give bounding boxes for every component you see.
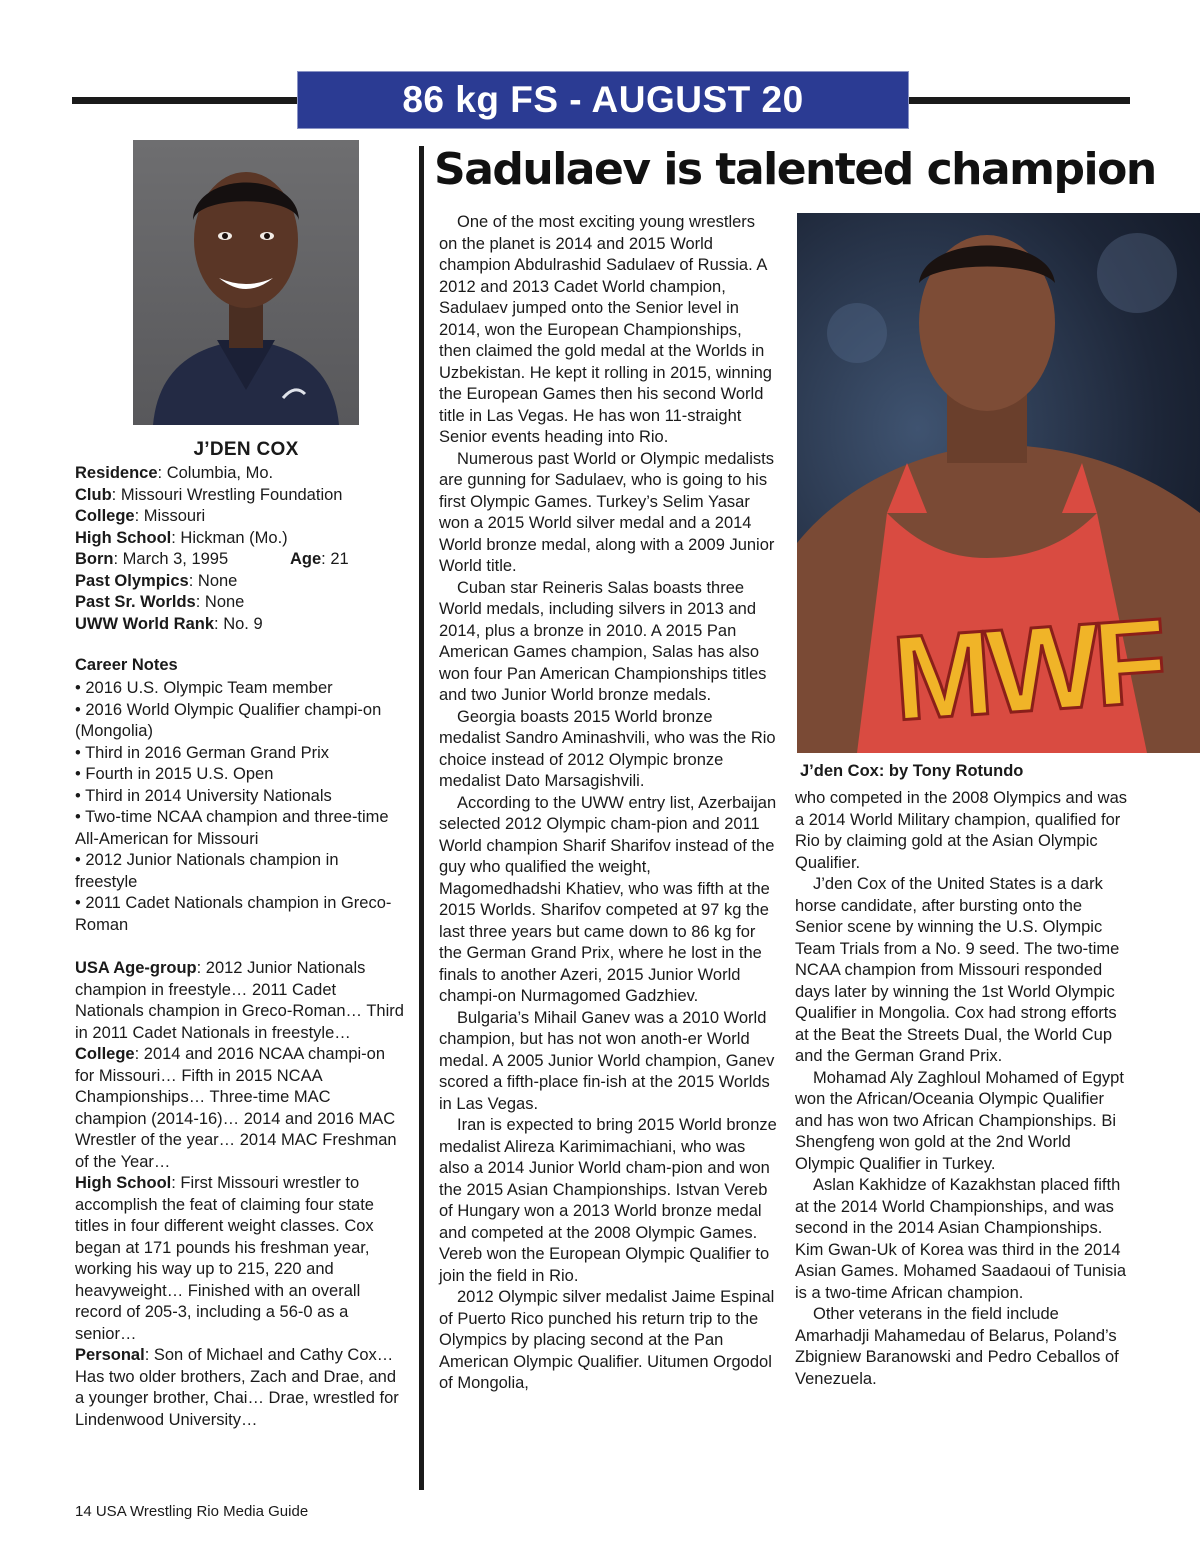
action-photo	[797, 213, 1200, 753]
article-paragraph: Mohamad Aly Zaghloul Mohamed of Egypt won the African/Oceania Olympic Qualifier and has won two African Championships. Bi Shengfeng won gold at the 2nd World Olympic Qualifier in Turkey.	[795, 1068, 1124, 1173]
article-paragraph: According to the UWW entry list, Azerbaijan selected 2012 Olympic cham-pion and 2011 World champion Sharif Sharifov instead of the guy who qualified the weight, Magomedhadshi Khatiev, who was fifth at the 2015 Worlds. Sharifov competed at 97 kg the last three years but came down to 86 kg for the German Grand Prix, where he lost in the finals to another Azeri, 2015 Junior World champi-on Nurmagomed Gadzhiev.	[439, 793, 777, 1005]
list-item: • 2012 Junior Nationals champion in freestyle	[75, 851, 339, 891]
article-paragraph: Iran is expected to bring 2015 World bronze medalist Alireza Karimimachiani, who was also a 2014 Junior World cham-pion and won the 2015 Asian Championships. Istvan Vereb of Hungary won a 2013 World bronze medal and competed at the 2008 Olympic Games. Vereb won the European Olympic Qualifier to join the field in Rio.	[439, 1116, 777, 1285]
article-paragraph: J’den Cox of the United States is a dark horse candidate, after bursting onto the Senior scene by winning the U.S. Olympic Team Trials from a No. 9 seed. The two-time NCAA champion from Missouri responded days later by winning the 1st World Olympic Qualifier in Mongolia. Cox had strong efforts at the Beat the Streets Dual, the World Cup and the German Grand Prix.	[795, 875, 1120, 1065]
banner-rule-left	[72, 97, 300, 104]
article-paragraph: Bulgaria’s Mihail Ganev was a 2010 World champion, but has not won anoth-er World medal. A 2005 Junior World champion, Ganev scored a fifth-place fin-ish at the 2015 Worlds in Las Vegas.	[439, 1008, 775, 1113]
athlete-bio-fields	[75, 463, 417, 635]
list-item: • Fourth in 2015 U.S. Open	[75, 765, 274, 783]
bio-field-age: Age: 21	[290, 550, 349, 568]
bio-field-past-olympics: Past Olympics: None	[75, 571, 238, 590]
bio-paragraph-personal: Personal: Son of Michael and Cathy Cox… Has two older brothers, Zach and Drae, and a younger brother, Chai… Drae, wrestled for Lindenwood University…	[75, 1346, 399, 1429]
athlete-long-bio	[75, 958, 405, 1431]
banner-rule-right	[906, 97, 1130, 104]
singlet-lettering: MWF	[888, 593, 1166, 747]
article-paragraph: Numerous past World or Olympic medalists are gunning for Sadulaev, who is going to his first Olympic Games. Turkey’s Selim Yasar won a 2015 World silver medal and a 2014 World bronze medal, along with a 2009 Junior World title.	[439, 449, 775, 575]
article-paragraph: who competed in the 2008 Olympics and was a 2014 World Military champion, qualified for Rio by claiming gold at the Asian Olympic Qualifier.	[795, 789, 1128, 872]
article-paragraph: Aslan Kakhidze of Kazakhstan placed fifth at the 2014 World Championships, and was second in the 2014 Asian Championships. Kim Gwan-Uk of Korea was third in the 2014 Asian Games. Mohamed Saadaoui of Tunisia is a two-time African champion.	[795, 1176, 1127, 1302]
list-item: • Two-time NCAA champion and three-time All-American for Missouri	[75, 808, 389, 848]
bio-paragraph-college: College: 2014 and 2016 NCAA champi-on for Missouri… Fifth in 2015 NCAA Championships… Three-time MAC champion (2014-16)… 2014 and 2016 MAC Wrestler of the year… 2014 MAC Freshman of the Year…	[75, 1045, 397, 1171]
headshot-photo	[133, 140, 359, 425]
event-banner	[297, 71, 909, 129]
banner-title: 86 kg FS - AUGUST 20	[402, 79, 804, 120]
article-paragraph: One of the most exciting young wrestlers on the planet is 2014 and 2015 World champion Abdulrashid Sadulaev of Russia. A 2012 and 2013 Cadet World champion, Sadulaev jumped onto the Senior level in 2014, won the European Championships, then claimed the gold medal at the Worlds in Uzbekistan. He kept it rolling in 2015, winning the European Games then his second World title in Las Vegas. He has won 11-straight Senior events heading into Rio.	[439, 213, 772, 446]
list-item: • Third in 2016 German Grand Prix	[75, 743, 330, 762]
bio-paragraph-age-group: USA Age-group: 2012 Junior Nationals champion in freestyle… 2011 Cadet Nationals champion in Greco-Roman… Third in 2011 Cadet Nationals in freestyle…	[75, 959, 404, 1042]
article-paragraph: 2012 Olympic silver medalist Jaime Espinal of Puerto Rico punched his return trip to the Olympics by placing second at the Pan American Olympic Qualifier. Uitumen Orgodol of Mongolia,	[439, 1288, 775, 1392]
list-item: • 2011 Cadet Nationals champion in Greco-Roman	[75, 894, 392, 934]
bio-paragraph-high-school: High School: First Missouri wrestler to accomplish the feat of claiming four state titles in four different weight classes. Cox began at 171 pounds his freshman year, working his way up to 215, 220 and heavyweight… Finished with an overall record of 205-3, including a 56-0 as a senior…	[75, 1174, 374, 1343]
bio-field-high-school: High School: Hickman (Mo.)	[75, 528, 288, 547]
article-paragraph: Other veterans in the field include Amarhadji Mahamedau of Belarus, Poland’s Zbigniew Baranowski and Pedro Ceballos of Venezuela.	[795, 1305, 1119, 1388]
column-divider	[419, 146, 424, 1490]
page-footer: 14 USA Wrestling Rio Media Guide	[75, 1503, 309, 1520]
bio-field-born: Born: March 3, 1995 Age: 21	[75, 549, 417, 571]
headshot-illustration	[133, 140, 359, 425]
article-paragraph: Georgia boasts 2015 World bronze medalist Sandro Aminashvili, who was the Rio choice instead of 2012 Olympic bronze medalist Dato Marsagishvili.	[439, 707, 776, 790]
bio-field-residence: Residence: Columbia, Mo.	[75, 464, 274, 482]
article-column-middle	[439, 212, 777, 1395]
photo-caption: J’den Cox: by Tony Rotundo	[800, 762, 1024, 780]
career-notes-title: Career Notes	[75, 656, 178, 674]
article-column-right	[795, 788, 1133, 1390]
list-item: • Third in 2014 University Nationals	[75, 786, 332, 805]
athlete-name: J’DEN COX	[193, 439, 299, 460]
action-photo-illustration	[797, 213, 1200, 753]
career-notes-list	[75, 678, 405, 936]
list-item: • 2016 World Olympic Qualifier champi-on (Mongolia)	[75, 700, 382, 740]
list-item: • 2016 U.S. Olympic Team member	[75, 679, 333, 697]
article-headline: Sadulaev is talented champion	[434, 144, 1156, 195]
article-paragraph: Cuban star Reineris Salas boasts three World medals, including silvers in 2013 and 2014, plus a bronze in 2010. A 2015 Pan American Games champion, Salas has also won four Pan American Championships titles and two Junior World bronze medals.	[439, 578, 767, 704]
bio-field-club: Club: Missouri Wrestling Foundation	[75, 485, 343, 504]
bio-field-world-rank: UWW World Rank: No. 9	[75, 614, 263, 633]
bio-field-college: College: Missouri	[75, 507, 206, 525]
bio-field-past-worlds: Past Sr. Worlds: None	[75, 593, 245, 611]
